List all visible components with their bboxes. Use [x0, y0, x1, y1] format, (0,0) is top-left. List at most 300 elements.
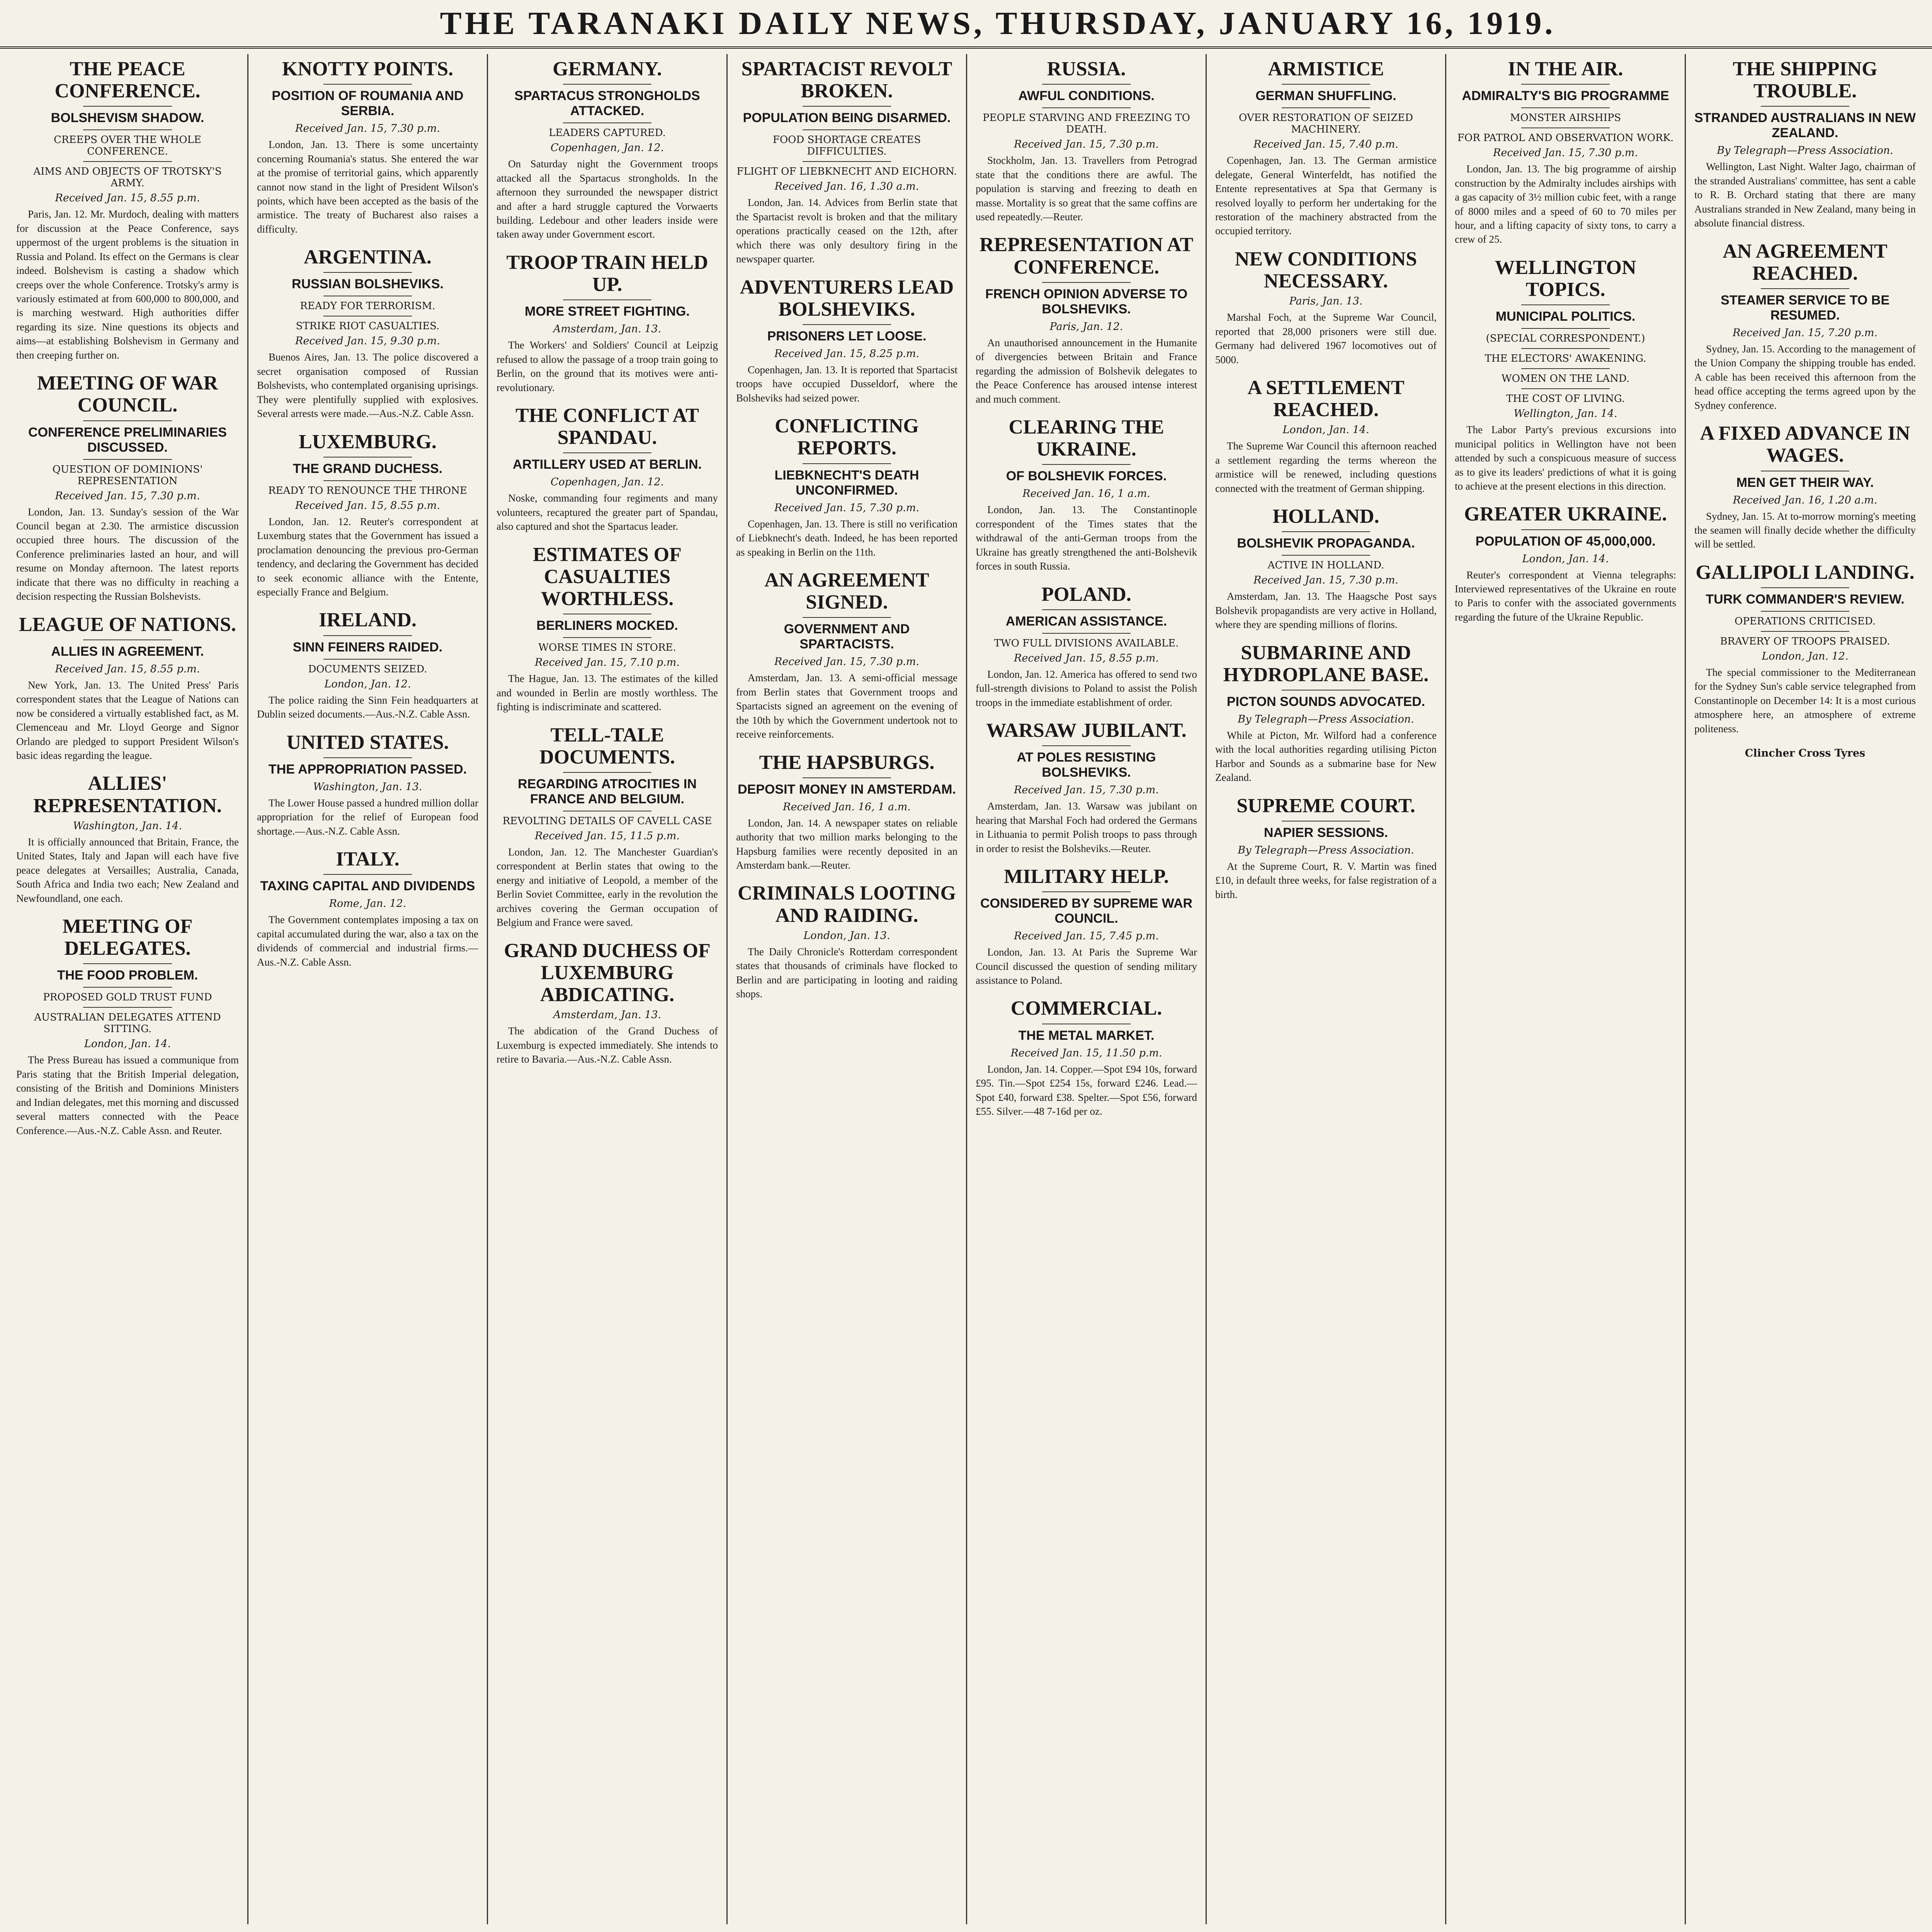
- article-subhead: FOOD SHORTAGE CREATES DIFFICULTIES.: [772, 134, 921, 158]
- article-dateline: Received Jan. 15, 7.40 p.m.: [1253, 138, 1398, 151]
- article-dateline: Paris, Jan. 13.: [1289, 295, 1363, 308]
- column-6: [1206, 54, 1445, 1924]
- article-headline: GALLIPOLI LANDING.: [1696, 561, 1915, 583]
- article-dateline: Received Jan. 15, 7.30 p.m.: [1014, 138, 1159, 151]
- article-headline: THE HAPSBURGS.: [759, 751, 935, 774]
- divider: [83, 420, 172, 421]
- article: [1455, 58, 1676, 247]
- article-body: London, Jan. 13. The big programme of airship construction by the Admiralty includes airships with a gas capacity of 3½ million cubic feet, with a range of 8000 miles and a speed of 60 to 70 miles per hour, and a lifting capacity of sixty tons, to carry a crew of 25.: [1455, 163, 1676, 245]
- article-headline: ESTIMATES OF CASUALTIES WORTHLESS.: [533, 543, 682, 610]
- article-subhead: STRIKE RIOT CASUALTIES.: [296, 320, 440, 332]
- article-body: While at Picton, Mr. Wilford had a conference with the local authorities regarding utilising Picton Harbor and Sounds as a submarine base for New Zealand.: [1215, 729, 1437, 784]
- article: [1694, 561, 1916, 736]
- divider: [1042, 891, 1131, 892]
- article-headline: MEETING OF DELEGATES.: [62, 915, 193, 960]
- column-8: [1685, 54, 1924, 1924]
- article-subhead: FRENCH OPINION ADVERSE TO BOLSHEVIKS.: [985, 286, 1188, 316]
- article-subhead: AIMS AND OBJECTS OF TROTSKY'S ARMY.: [33, 166, 222, 189]
- article: [1694, 240, 1916, 413]
- article-body: Buenos Aires, Jan. 13. The police discovered a secret organisation composed of Russian Bolshevists, who contemplated organising uprisings. They were plentifully supplied with explosives. Several arrests were made.—Aus.-N.Z. Cable Assn.: [257, 351, 478, 420]
- divider: [323, 659, 412, 660]
- article: [497, 58, 718, 242]
- article-dateline: Received Jan. 15, 8.25 p.m.: [774, 347, 919, 360]
- article: [1215, 795, 1437, 902]
- article-subhead: THE ELECTORS' AWAKENING.: [1485, 353, 1646, 365]
- article: [736, 415, 957, 559]
- article: [1455, 503, 1676, 624]
- article-body: The special commissioner to the Mediterranean for the Sydney Sun's cable service telegraphed from Constantinople on December 14: It is a most curious atmosphere here, an atmosphere of extreme politeness.: [1694, 667, 1916, 735]
- article-headline: CLEARING THE UKRAINE.: [1009, 416, 1164, 461]
- article-headline: ADVENTURERS LEAD BOLSHEVIKS.: [740, 276, 954, 320]
- article-dateline: Washington, Jan. 13.: [313, 781, 422, 793]
- column-4: [726, 54, 966, 1924]
- article-subhead: PEOPLE STARVING AND FREEZING TO DEATH.: [983, 112, 1190, 136]
- article: [1215, 642, 1437, 785]
- article-subhead: REGARDING ATROCITIES IN FRANCE AND BELGIUM.: [518, 776, 697, 806]
- article: [497, 252, 718, 395]
- divider: [1761, 587, 1849, 588]
- article-headline: A SETTLEMENT REACHED.: [1247, 376, 1405, 421]
- article-headline: ALLIES' REPRESENTATION.: [33, 772, 222, 817]
- article-body: London, Jan. 13. The Constantinople correspondent of the Times states that the withdrawal of the anti-German troops from the Ukraine has greatly strengthened the anti-Bolshevik forces in south Russia.: [976, 504, 1197, 572]
- article-subhead: RUSSIAN BOLSHEVIKS.: [292, 277, 444, 292]
- article-dateline: Received Jan. 15, 7.30 p.m.: [774, 656, 919, 668]
- divider: [1282, 107, 1370, 108]
- divider: [803, 129, 891, 130]
- article-headline: WARSAW JUBILANT.: [986, 719, 1187, 742]
- article-subhead: MONSTER AIRSHIPS: [1510, 112, 1621, 124]
- divider: [1761, 106, 1849, 107]
- article-body: The police raiding the Sinn Fein headquarters at Dublin seized documents.—Aus.-N.Z. Cable Assn.: [257, 694, 478, 720]
- article-subhead: POPULATION OF 45,000,000.: [1475, 534, 1656, 549]
- divider: [83, 987, 172, 988]
- article-subhead: ARTILLERY USED AT BERLIN.: [512, 457, 702, 472]
- article-subhead: THE METAL MARKET.: [1018, 1028, 1155, 1043]
- divider: [1521, 304, 1610, 305]
- article: [16, 58, 239, 362]
- column-7: [1445, 54, 1685, 1924]
- article: [257, 848, 478, 969]
- article-headline: SPARTACIST REVOLT BROKEN.: [741, 58, 952, 102]
- article-body: Paris, Jan. 12. Mr. Murdoch, dealing with matters for discussion at the Peace Conference, says uppermost of the urgent problems is the situation in Russia and Poland. Its effect on the Germans is clear indeed. Bolshevism is casting a shadow which creeps over the whole Conference. Trotsky's army is variously estimated at from 600,000 to 800,000, and is marching westward. High authorities differ regarding its size. Nine questions its objects and aims—at establishing Bolshevism in Germany and then creeping further on.: [16, 208, 239, 361]
- article-body: Copenhagen, Jan. 13. It is reported that Spartacist troops have occupied Dusseldorf, where the Bolsheviks had seized power.: [736, 364, 957, 404]
- newspaper-title: THE TARANAKI DAILY NEWS, THURSDAY, JANUARY 16, 1919.: [440, 5, 1556, 41]
- article-body: At the Supreme Court, R. V. Martin was fined £10, in default three weeks, for false registration of a birth.: [1215, 860, 1437, 900]
- article-subhead: ALLIES IN AGREEMENT.: [51, 644, 204, 659]
- article-body: The abdication of the Grand Duchess of Luxemburg is expected immediately. She intends to retire to Bavaria.—Aus.-N.Z. Cable Assn.: [497, 1025, 718, 1065]
- article-subhead: PROPOSED GOLD TRUST FUND: [43, 992, 212, 1003]
- article: [976, 997, 1197, 1118]
- divider: [1042, 107, 1131, 108]
- article-body: Amsterdam, Jan. 13. A semi-official message from Berlin states that Government troops and Spartacists signed an agreement on the evening of the 10th by which the Government undertook not to receive reinforcements.: [736, 672, 957, 740]
- article-headline: AN AGREEMENT SIGNED.: [764, 569, 929, 614]
- article: [497, 724, 718, 930]
- divider: [563, 122, 651, 123]
- article-dateline: London, Jan. 13.: [803, 929, 890, 942]
- article-body: London, Jan. 14. Advices from Berlin state that the Spartacist revolt is broken and that the military operations practically ceased on the 12th, after which there was only desultory firing in the newspaper quarter.: [736, 197, 957, 265]
- article-headline: SUBMARINE AND HYDROPLANE BASE.: [1223, 641, 1429, 686]
- article-dateline: Received Jan. 15, 7.20 p.m.: [1733, 327, 1878, 339]
- article-dateline: By Telegraph—Press Association.: [1717, 145, 1893, 157]
- article-headline: WELLINGTON TOPICS.: [1495, 256, 1636, 301]
- article: [1215, 58, 1437, 238]
- article-body: London, Jan. 12. America has offered to send two full-strength divisions to Poland to assist the Polish troops in the immediate establishment of order.: [976, 668, 1197, 708]
- article-headline: CRIMINALS LOOTING AND RAIDING.: [738, 882, 956, 927]
- article: [736, 569, 957, 742]
- article-body: The Daily Chronicle's Rotterdam correspondent states that thousands of criminals have flocked to Berlin and are participating in looting and raiding shops.: [736, 946, 957, 1000]
- article-subhead: THE COST OF LIVING.: [1506, 393, 1625, 405]
- divider: [1042, 745, 1131, 746]
- article-dateline: By Telegraph—Press Association.: [1238, 844, 1414, 856]
- article-subhead: WORSE TIMES IN STORE.: [538, 642, 676, 654]
- article-headline: LUXEMBURG.: [299, 430, 437, 453]
- article-body: London, Jan. 14. Copper.—Spot £94 10s, forward £95. Tin.—Spot £254 15s, forward £246. Lead.—Spot £40, forward £38. Spelter.—Spot £56, forward £55. Silver.—48 7-16d per oz.: [976, 1063, 1197, 1117]
- article-body: Reuter's correspondent at Vienna telegraphs: Interviewed representatives of the Ukraine en route to Paris to confer with the associated governments regarding the future of the Ukraine Republic.: [1455, 569, 1676, 623]
- article-body: The Press Bureau has issued a communique from Paris stating that the British Imperial delegation, consisting of the British and Dominions Ministers and Indian delegates, met this morning and discussed several matters connected with the Peace Conference.—Aus.-N.Z. Cable Assn. and Reuter.: [16, 1054, 239, 1136]
- article-subhead: AT POLES RESISTING BOLSHEVIKS.: [1017, 750, 1156, 780]
- article: [257, 731, 478, 838]
- article-dateline: By Telegraph—Press Association.: [1238, 713, 1414, 725]
- article-subhead: OPERATIONS CRITICISED.: [1735, 616, 1876, 627]
- article-headline: GREATER UKRAINE.: [1464, 503, 1667, 526]
- article-headline: RUSSIA.: [1047, 58, 1126, 80]
- article-subhead: THE GRAND DUCHESS.: [293, 461, 443, 476]
- article-dateline: Received Jan. 16, 1 a.m.: [783, 801, 911, 813]
- article: [736, 58, 957, 266]
- divider: [83, 161, 172, 162]
- article-headline: POLAND.: [1041, 583, 1131, 605]
- divider: [83, 106, 172, 107]
- article-dateline: Received Jan. 15, 7.30 p.m.: [1493, 147, 1638, 159]
- article-subhead: SPARTACUS STRONGHOLDS ATTACKED.: [514, 88, 700, 119]
- article-body: The Labor Party's previous excursions into municipal politics in Wellington have not been attended by such a conspicuous measure of success as to give its leaders' predictions of what it is going to achieve at the present elections in this direction.: [1455, 424, 1676, 492]
- article-dateline: Received Jan. 15, 9.30 p.m.: [295, 335, 440, 347]
- article-subhead: LIEBKNECHT'S DEATH UNCONFIRMED.: [774, 468, 919, 498]
- column-2: [247, 54, 487, 1924]
- divider: [323, 480, 412, 481]
- article-dateline: Received Jan. 16, 1 a.m.: [1022, 488, 1150, 500]
- article-body: London, Jan. 12. The Manchester Guardian's correspondent at Berlin states that owing to the energy and initiative of Leopold, a member of the Berlin Soviet Committee, early in the revolution the archives covering the German occupation of Belgium and France were saved.: [497, 846, 718, 929]
- article-body: The Hague, Jan. 13. The estimates of the killed and wounded in Berlin are mostly worthless. The fighting is indiscriminate and scattered.: [497, 673, 718, 713]
- article-dateline: Amsterdam, Jan. 13.: [553, 323, 662, 335]
- article-dateline: Received Jan. 15, 7.45 p.m.: [1014, 930, 1159, 942]
- article-headline: COMMERCIAL.: [1010, 997, 1162, 1020]
- article-subhead: MUNICIPAL POLITICS.: [1495, 309, 1636, 324]
- article: [497, 405, 718, 534]
- article: [1215, 248, 1437, 367]
- article-subhead: ADMIRALTY'S BIG PROGRAMME: [1462, 88, 1669, 104]
- article-headline: MILITARY HELP.: [1004, 865, 1169, 888]
- divider: [1521, 388, 1610, 389]
- article-headline: TELL-TALE DOCUMENTS.: [539, 724, 675, 768]
- article-body: The Supreme War Council this afternoon reached a settlement regarding the terms whereon the armistice will be renewed, including questions connected with the treatment of German shipping.: [1215, 440, 1437, 494]
- article: [497, 940, 718, 1066]
- article-subhead: SINN FEINERS RAIDED.: [293, 639, 443, 655]
- divider: [1282, 84, 1370, 85]
- article-dateline: Rome, Jan. 12.: [329, 898, 406, 910]
- article-headline: ARGENTINA.: [304, 246, 432, 269]
- article-subhead: TURK COMMANDER'S REVIEW.: [1706, 592, 1905, 607]
- article-headline: MEETING OF WAR COUNCIL.: [37, 372, 218, 417]
- article-subhead: CONFERENCE PRELIMINARIES DISCUSSED.: [28, 425, 227, 455]
- article-headline: THE CONFLICT AT SPANDAU.: [515, 404, 699, 449]
- divider: [323, 874, 412, 875]
- article: [1694, 422, 1916, 551]
- article-subhead: STEAMER SERVICE TO BE RESUMED.: [1720, 293, 1890, 323]
- article-subhead: BERLINERS MOCKED.: [536, 618, 678, 633]
- article-headline: KNOTTY POINTS.: [282, 58, 454, 80]
- article-dateline: Received Jan. 15, 7.30 p.m.: [774, 502, 919, 514]
- article-headline: IRELAND.: [319, 609, 417, 631]
- article: [257, 431, 478, 599]
- article-body: Marshal Foch, at the Supreme War Council, reported that 28,000 prisoners were still due. Germany had delivered 1967 locomotives out of 5000.: [1215, 311, 1437, 366]
- divider: [803, 463, 891, 464]
- article-subhead: TWO FULL DIVISIONS AVAILABLE.: [994, 637, 1179, 649]
- article-headline: ARMISTICE: [1268, 58, 1384, 80]
- article-body: London, Jan. 12. Reuter's correspondent at Luxemburg states that the Government has issued a proclamation denouncing the previous pro-German tendency, and declaring the Government has decided to seek economic alliance with the Entente, especially France and Belgium.: [257, 515, 478, 598]
- article: [976, 866, 1197, 988]
- article: [497, 544, 718, 714]
- article-headline: THE PEACE CONFERENCE.: [54, 58, 201, 102]
- article-subhead: PICTON SOUNDS ADVOCATED.: [1226, 694, 1425, 709]
- article: [1455, 257, 1676, 493]
- article-dateline: Received Jan. 16, 1.20 a.m.: [1733, 494, 1878, 506]
- article-subhead: QUESTION OF DOMINIONS' REPRESENTATION: [52, 463, 203, 487]
- article-body: Stockholm, Jan. 13. Travellers from Petrograd state that the conditions there are awful. The population is starving and freezing to death en masse. Mortality is so great that the same coffins are used repeatedly.—Reuter.: [976, 155, 1197, 223]
- divider: [83, 639, 172, 640]
- article-subhead: GOVERNMENT AND SPARTACISTS.: [784, 622, 910, 652]
- article-body: The Government contemplates imposing a tax on capital accumulated during the war, also a tax on the dividends of commercial and industrial firms.—Aus.-N.Z. Cable Assn.: [257, 914, 478, 968]
- article-headline: ITALY.: [336, 848, 400, 870]
- article-subhead: DOCUMENTS SEIZED.: [308, 663, 427, 675]
- article-subhead: FLIGHT OF LIEBKNECHT AND EICHORN.: [736, 166, 957, 178]
- article-dateline: London, Jan. 14.: [84, 1038, 171, 1050]
- article: [976, 583, 1197, 710]
- advertisement-footer: Clincher Cross Tyres: [1745, 747, 1866, 760]
- article-body: Amsterdam, Jan. 13. Warsaw was jubilant on hearing that Marshal Foch had ordered the Germans in Lithuania to permit Polish troops to pass through in order to resist the Bolsheviks.—Reuter.: [976, 800, 1197, 854]
- article: [976, 234, 1197, 406]
- article-subhead: BRAVERY OF TROOPS PRAISED.: [1720, 636, 1890, 647]
- divider: [563, 299, 651, 300]
- article-body: On Saturday night the Government troops attacked all the Spartacus strongholds. In the afternoon they surrounded the newspaper district and after a hard struggle captured the Vorwaerts building. Ledebour and other leaders inside were taken away under Government escort.: [497, 158, 718, 240]
- article-subhead: THE APPROPRIATION PASSED.: [268, 762, 467, 777]
- article-body: Wellington, Last Night. Walter Jago, chairman of the stranded Australians' committee, has sent a cable to R. B. Orchard stating that there are many Australians stranded in New Zealand, many being in absolute financial distress.: [1694, 161, 1916, 229]
- article-subhead: AWFUL CONDITIONS.: [1018, 88, 1155, 104]
- article-dateline: Copenhagen, Jan. 12.: [550, 142, 664, 154]
- divider: [563, 637, 651, 638]
- article-subhead: TAXING CAPITAL AND DIVIDENDS: [260, 879, 475, 894]
- divider: [83, 129, 172, 130]
- article-dateline: Washington, Jan. 14.: [73, 820, 182, 832]
- divider: [1521, 84, 1610, 85]
- divider: [803, 161, 891, 162]
- divider: [1761, 611, 1849, 612]
- article-subhead: GERMAN SHUFFLING.: [1255, 88, 1396, 104]
- article-dateline: Received Jan. 15, 7.30 p.m.: [1014, 784, 1159, 796]
- divider: [1042, 464, 1131, 465]
- article-body: Sydney, Jan. 15. According to the management of the Union Company the shipping trouble has ended. A cable has been received this afternoon from the head office accepting the terms agreed upon by the Sydney conference.: [1694, 343, 1916, 411]
- divider: [323, 84, 412, 85]
- divider: [563, 772, 651, 773]
- article-dateline: Received Jan. 15, 8.55 p.m.: [55, 192, 200, 204]
- article-headline: UNITED STATES.: [286, 731, 449, 753]
- article-subhead: READY FOR TERRORISM.: [300, 300, 435, 312]
- article-subhead: AUSTRALIAN DELEGATES ATTEND SITTING.: [34, 1012, 221, 1035]
- article-body: Copenhagen, Jan. 13. The German armistice delegate, General Winterfeldt, has notified the Entente representatives at Spa that Germany is resolved loyally to perform her undertaking for the restoration of the machinery abstracted from the occupied territory.: [1215, 155, 1437, 237]
- divider: [83, 963, 172, 964]
- divider: [1521, 348, 1610, 349]
- divider: [803, 777, 891, 778]
- article-subhead: DEPOSIT MONEY IN AMSTERDAM.: [738, 782, 956, 797]
- article: [736, 276, 957, 405]
- column-5: [966, 54, 1206, 1924]
- article-subhead: CREEPS OVER THE WHOLE CONFERENCE.: [54, 134, 201, 158]
- article-headline: HOLLAND.: [1272, 505, 1379, 528]
- article-body: It is officially announced that Britain, France, the United States, Italy and Japan will each have five peace delegates at Versailles; Australia, Canada, South Africa and India two each; New Zealand and Newfoundland, one each.: [16, 836, 239, 904]
- article-body: Sydney, Jan. 15. At to-morrow morning's meeting the seamen will finally decide whether the difficulty will be settled.: [1694, 510, 1916, 550]
- article: [16, 915, 239, 1138]
- divider: [323, 635, 412, 636]
- article-subhead: CONSIDERED BY SUPREME WAR COUNCIL.: [980, 896, 1193, 926]
- article-dateline: Received Jan. 15, 11.5 p.m.: [535, 830, 680, 842]
- divider: [1761, 288, 1849, 289]
- article-subhead: ACTIVE IN HOLLAND.: [1267, 560, 1384, 571]
- divider: [1521, 529, 1610, 530]
- article-dateline: London, Jan. 12.: [1762, 650, 1849, 662]
- article: [736, 882, 957, 1001]
- article: [257, 246, 478, 420]
- article-dateline: Received Jan. 15, 7.10 p.m.: [535, 656, 680, 669]
- article: [1694, 58, 1916, 230]
- divider: [803, 617, 891, 618]
- article: [257, 58, 478, 236]
- article-headline: LEAGUE OF NATIONS.: [19, 613, 236, 636]
- article: [976, 416, 1197, 573]
- article-subhead: OF BOLSHEVIK FORCES.: [1006, 469, 1167, 484]
- divider: [323, 757, 412, 758]
- article: [1215, 505, 1437, 632]
- article-dateline: London, Jan. 14.: [1282, 424, 1369, 436]
- article-body: London, Jan. 14. A newspaper states on reliable authority that two million marks belonging to the Hapsburg families were recently deposited in an Amsterdam bank.—Reuter.: [736, 817, 957, 871]
- article-dateline: Received Jan. 15, 8.55 p.m.: [55, 663, 200, 675]
- article-subhead: AMERICAN ASSISTANCE.: [1005, 614, 1167, 629]
- divider: [1521, 368, 1610, 369]
- article-body: The Workers' and Soldiers' Council at Leipzig refused to allow the passage of a troop train going to Berlin, on the ground that its motives were anti-revolutionary.: [497, 339, 718, 393]
- article: [736, 752, 957, 872]
- divider: [1521, 328, 1610, 329]
- article-headline: TROOP TRAIN HELD UP.: [506, 251, 708, 296]
- article-subhead: WOMEN ON THE LAND.: [1501, 373, 1630, 385]
- article-subhead: READY TO RENOUNCE THE THRONE: [268, 485, 467, 497]
- divider: [1282, 555, 1370, 556]
- article-headline: A FIXED ADVANCE IN WAGES.: [1700, 422, 1910, 467]
- article-body: London, Jan. 13. At Paris the Supreme War Council discussed the question of sending military assistance to Poland.: [976, 946, 1197, 986]
- article-dateline: Amsterdam, Jan. 13.: [553, 1009, 662, 1021]
- article-subhead: BOLSHEVIK PROPAGANDA.: [1237, 536, 1415, 551]
- article-dateline: Received Jan. 15, 7.30 p.m.: [295, 122, 440, 135]
- article-dateline: London, Jan. 12.: [324, 678, 411, 690]
- article-dateline: Received Jan. 15, 7.30 p.m.: [55, 490, 200, 502]
- article-dateline: Paris, Jan. 12.: [1049, 320, 1123, 333]
- article-headline: CONFLICTING REPORTS.: [775, 415, 919, 459]
- article-body: An unauthorised announcement in the Humanite of divergencies between Britain and France regarding the admission of Bolshevik delegates to the Peace Conference has aroused intense interest and much comment.: [976, 337, 1197, 405]
- article-headline: NEW CONDITIONS NECESSARY.: [1235, 248, 1417, 292]
- article: [16, 372, 239, 603]
- article-body: New York, Jan. 13. The United Press' Paris correspondent states that the League of Nations can now be considered a virtually established fact, as M. Clemenceau and Mr. Lloyd George and Signor Orlando are pledged to support President Wilson's basic ideas regarding the league.: [16, 679, 239, 761]
- article-subhead: OVER RESTORATION OF SEIZED MACHINERY.: [1239, 112, 1413, 136]
- article-headline: SUPREME COURT.: [1236, 794, 1415, 817]
- article-subhead: LEADERS CAPTURED.: [549, 127, 666, 139]
- divider: [1042, 84, 1131, 85]
- article-body: London, Jan. 13. There is some uncertainty concerning Roumania's status. She entered the war at the promise of territorial gains, which apparently cannot now stand in the light of President Wilson's points, which have been accepted as the basis of the armistice. The treaty of Bucharest also raises a difficulty.: [257, 139, 478, 235]
- column-1: [8, 54, 247, 1924]
- divider: [1282, 531, 1370, 532]
- article-body: Amsterdam, Jan. 13. The Haagsche Post says Bolshevik propagandists are very active in Holland, where they are spending millions of florins.: [1215, 590, 1437, 631]
- masthead: [0, 0, 1932, 49]
- article-subhead: POPULATION BEING DISARMED.: [743, 111, 951, 126]
- divider: [83, 1007, 172, 1008]
- article-subhead: NAPIER SESSIONS.: [1264, 825, 1388, 840]
- article-dateline: Received Jan. 16, 1.30 a.m.: [774, 180, 919, 193]
- article-subhead: FOR PATROL AND OBSERVATION WORK.: [1457, 132, 1674, 144]
- article-dateline: Received Jan. 15, 7.30 p.m.: [1253, 574, 1398, 587]
- divider: [563, 452, 651, 453]
- article-dateline: Received Jan. 15, 8.55 p.m.: [1014, 652, 1159, 664]
- article-headline: REPRESENTATION AT CONFERENCE.: [979, 234, 1194, 278]
- article-subhead: STRANDED AUSTRALIANS IN NEW ZEALAND.: [1694, 111, 1916, 141]
- article-headline: GRAND DUCHESS OF LUXEMBURG ABDICATING.: [504, 939, 711, 1006]
- divider: [803, 324, 891, 325]
- article-dateline: Received Jan. 15, 11.50 p.m.: [1010, 1047, 1162, 1059]
- article-body: The Lower House passed a hundred million dollar appropriation for the relief of European food shortage.—Aus.-N.Z. Cable Assn.: [257, 797, 478, 837]
- column-3: [487, 54, 726, 1924]
- article-dateline: Received Jan. 15, 8.55 p.m.: [295, 499, 440, 512]
- article-body: Noske, commanding four regiments and many volunteers, recaptured the greater part of Spandau, also captured and shot the Spartacus leader.: [497, 492, 718, 532]
- article-dateline: Copenhagen, Jan. 12.: [550, 476, 664, 488]
- article: [257, 609, 478, 721]
- article-subhead: (SPECIAL CORRESPONDENT.): [1486, 333, 1645, 345]
- article: [16, 772, 239, 905]
- article-dateline: London, Jan. 14.: [1522, 553, 1609, 565]
- divider: [1521, 107, 1610, 108]
- divider: [1042, 282, 1131, 283]
- divider: [323, 272, 412, 273]
- divider: [563, 84, 651, 85]
- divider: [803, 106, 891, 107]
- article-subhead: MEN GET THEIR WAY.: [1736, 475, 1874, 490]
- divider: [1761, 631, 1849, 632]
- article: [976, 719, 1197, 855]
- article-body: London, Jan. 13. Sunday's session of the War Council began at 2.30. The armistice discussion occupied three hours. The discussion of the Conference preliminaries lasted an hour, and will resume on Monday afternoon. The latest reports indicate that there was no difficulty in reaching a decision respecting the Russian Bolshevists.: [16, 506, 239, 602]
- article-subhead: THE FOOD PROBLEM.: [57, 968, 198, 983]
- article: [1215, 377, 1437, 495]
- article-subhead: MORE STREET FIGHTING.: [525, 304, 690, 319]
- article-body: Copenhagen, Jan. 13. There is still no verification of Liebknecht's death. Indeed, he has been reported as speaking in Berlin on the 11th.: [736, 518, 957, 558]
- article-headline: AN AGREEMENT REACHED.: [1723, 240, 1888, 284]
- divider: [1042, 609, 1131, 610]
- article-subhead: PRISONERS LET LOOSE.: [767, 328, 927, 344]
- article: [976, 58, 1197, 224]
- newspaper-columns: [8, 54, 1924, 1924]
- article-headline: IN THE AIR.: [1508, 58, 1623, 80]
- divider: [1042, 633, 1131, 634]
- article-subhead: BOLSHEVISM SHADOW.: [51, 111, 204, 126]
- article-subhead: POSITION OF ROUMANIA AND SERBIA.: [272, 88, 464, 119]
- article: [16, 614, 239, 763]
- divider: [83, 459, 172, 460]
- article-headline: THE SHIPPING TROUBLE.: [1733, 58, 1878, 102]
- article-dateline: Wellington, Jan. 14.: [1514, 408, 1617, 420]
